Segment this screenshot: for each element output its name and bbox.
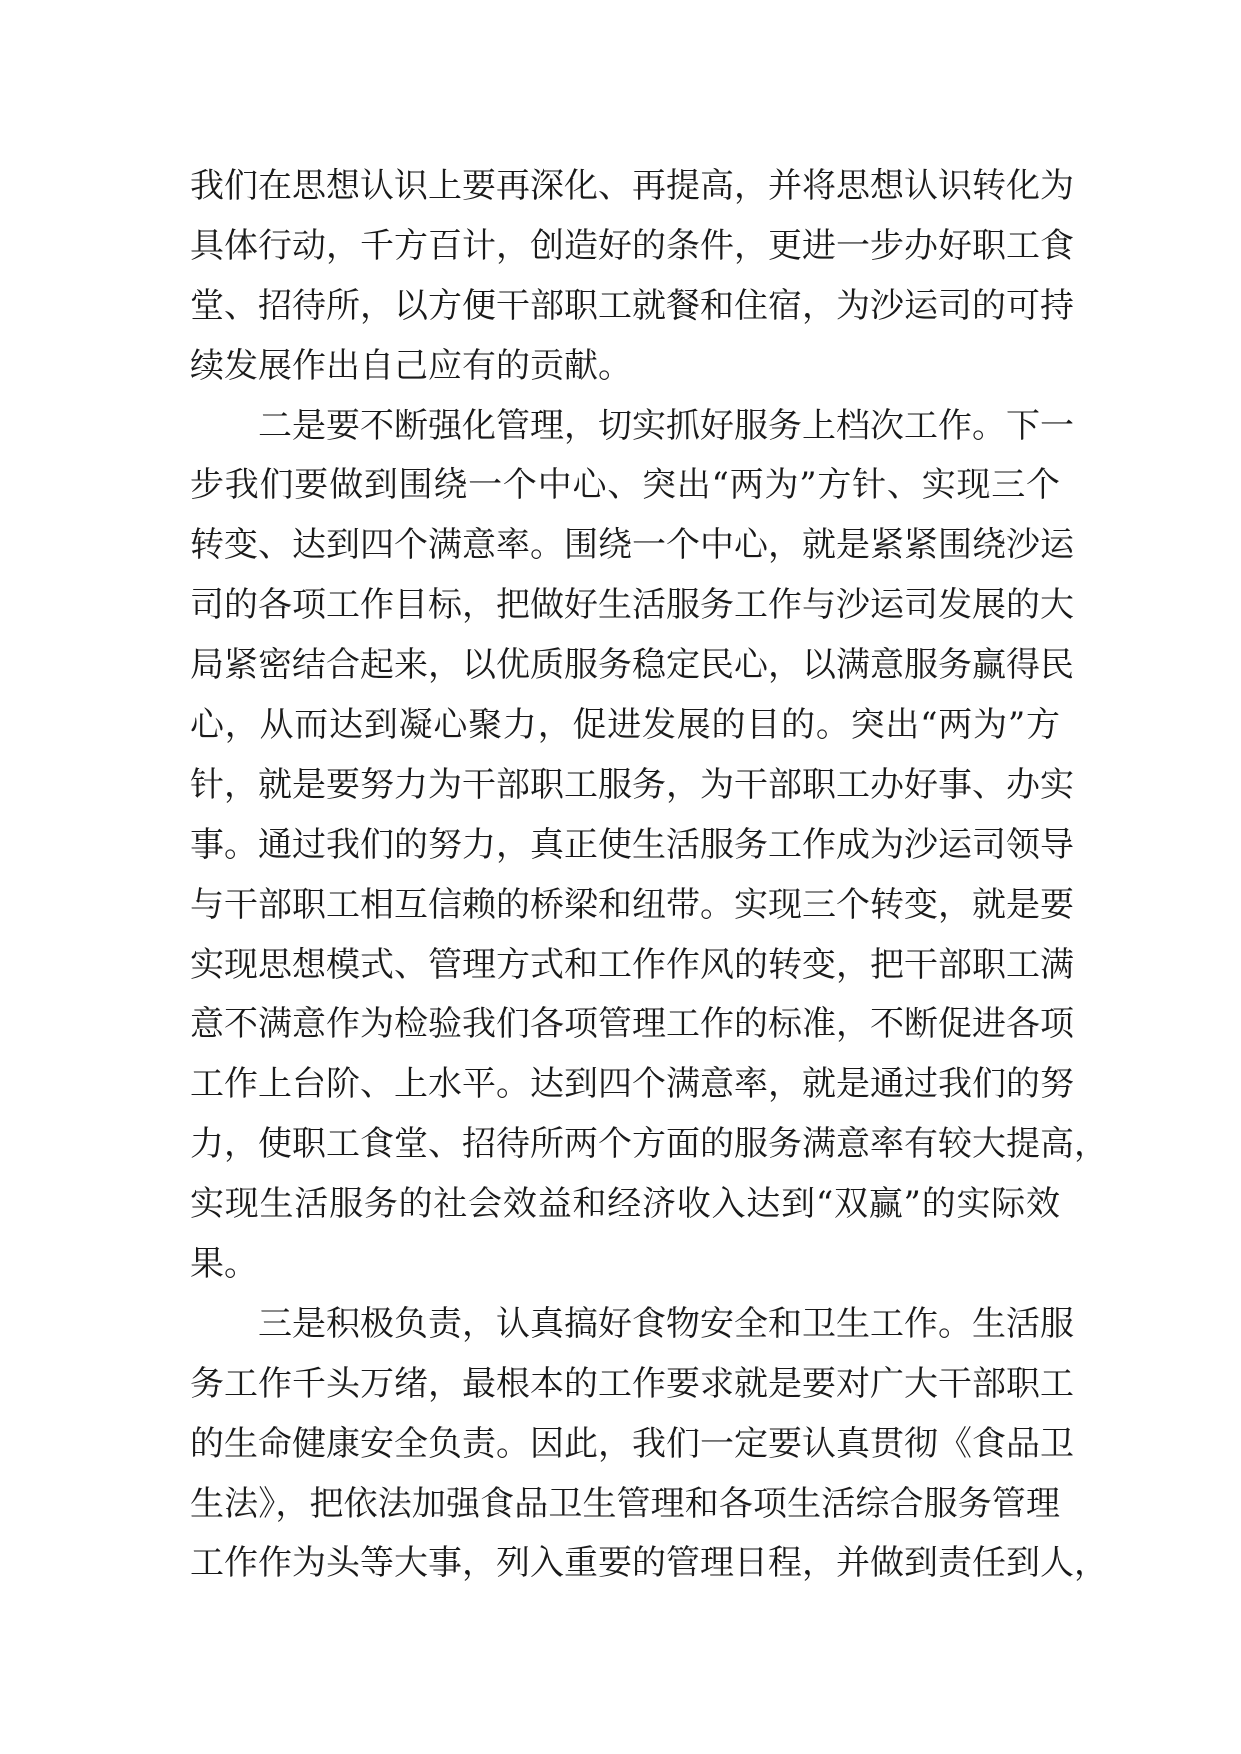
text-line: 心，从而达到凝心聚力，促进发展的目的。突出“两为”方: [190, 705, 1060, 746]
text-line: 司的各项工作目标，把做好生活服务工作与沙运司发展的大: [190, 585, 1074, 626]
text-line: 实现思想模式、管理方式和工作作风的转变，把干部职工满: [190, 944, 1074, 985]
text-line: 具体行动，千方百计，创造好的条件，更进一步办好职工食: [190, 225, 1074, 266]
text-line: 与干部职工相互信赖的桥梁和纽带。实现三个转变，就是要: [190, 884, 1074, 925]
text-line: 工作作为头等大事，列入重要的管理日程，并做到责任到人，: [190, 1543, 1108, 1584]
body-text: [190, 157, 1108, 1594]
text-line: 续发展作出自己应有的贡献。: [190, 345, 632, 386]
text-line: 的生命健康安全负责。因此，我们一定要认真贯彻《食品卫: [190, 1423, 1074, 1464]
text-line: 堂、招待所，以方便干部职工就餐和住宿，为沙运司的可持: [190, 285, 1074, 326]
text-line: 果。: [190, 1244, 258, 1285]
text-line: 局紧密结合起来，以优质服务稳定民心，以满意服务赢得民: [190, 645, 1074, 686]
text-line: 实现生活服务的社会效益和经济收入达到“双赢”的实际效: [190, 1184, 1060, 1225]
text-line: 步我们要做到围绕一个中心、突出“两为”方针、实现三个: [190, 465, 1060, 506]
text-line: 针，就是要努力为干部职工服务，为干部职工办好事、办实: [190, 764, 1074, 805]
text-line: 务工作千头万绪，最根本的工作要求就是要对广大干部职工: [190, 1363, 1074, 1404]
text-line: 事。通过我们的努力，真正使生活服务工作成为沙运司领导: [190, 824, 1074, 865]
text-line: 转变、达到四个满意率。围绕一个中心，就是紧紧围绕沙运: [190, 525, 1074, 566]
text-line: 工作上台阶、上水平。达到四个满意率，就是通过我们的努: [190, 1064, 1074, 1105]
text-line: 我们在思想认识上要再深化、再提高，并将思想认识转化为: [190, 166, 1074, 206]
text-line: 意不满意作为检验我们各项管理工作的标准，不断促进各项: [190, 1004, 1074, 1045]
text-line: 力，使职工食堂、招待所两个方面的服务满意率有较大提高，: [190, 1124, 1108, 1165]
paragraph-first-line: 三是积极负责，认真搞好食物安全和卫生工作。生活服: [258, 1303, 1074, 1344]
text-line: 生法》，把依法加强食品卫生管理和各项生活综合服务管理: [190, 1483, 1060, 1524]
paragraph-first-line: 二是要不断强化管理，切实抓好服务上档次工作。下一: [258, 405, 1074, 446]
